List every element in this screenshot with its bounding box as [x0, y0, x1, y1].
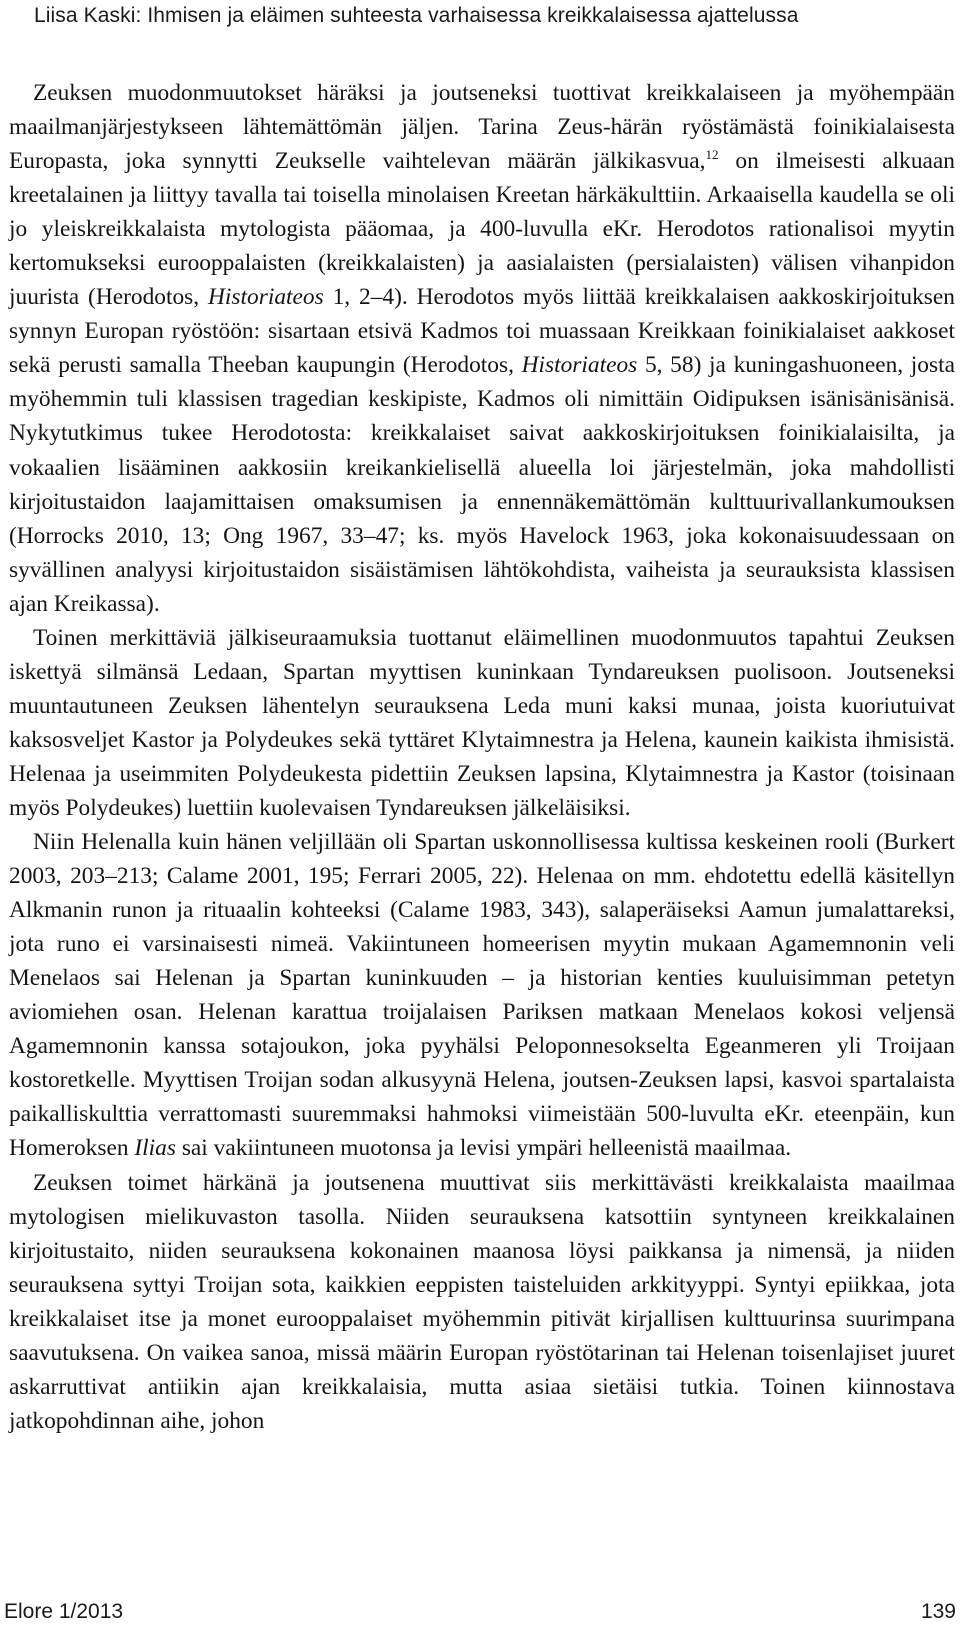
article-body	[9, 76, 955, 1438]
paragraph-text: 5, 58) ja kuningashuoneen, josta myöhemmin tuli klassisen tragedian keskipiste, Kadmos oli nimittäin Oidipuksen isänisänisänisä. Nykytutkimus tukee Herodotosta: kreikkalaiset saivat aakkoskirjoituksen foinikialaisilta, ja vokaalien lisääminen aakkosiin kreikankielisellä alueella loi järjestelmän, joka mahdollisti kirjoitustaidon laajamittaisen omaksumisen ja ennennäkemättömän kulttuurivallankumouksen (Horrocks 2010, 13; Ong 1967, 33–47; ks. myös Havelock 1963, joka kokonaisuudessaan on syvällinen analyysi kirjoitustaidon sisäistämisen lähtökohdista, vaiheista ja seurauksista klassisen ajan Kreikassa).	[9, 352, 955, 617]
paragraph	[9, 621, 955, 825]
paragraph-text: 1, 2–4). Herodotos myös liittää kreikkalaisen aakkoskirjoituksen synnyn Europan ryöstöön: sisartaan etsivä Kadmos toi muassaan Kreikkaan foinikialaiset aakkoset sekä perusti samalla Theeban kaupungin (Herodotos,	[9, 284, 955, 379]
page-number: 139	[920, 1600, 956, 1623]
paragraph-text: Niin Helenalla kuin hänen veljillään oli Spartan uskonnollisessa kultissa keskeinen rooli (Burkert 2003, 203–213; Calame 2001, 195; Ferrari 2005, 22). Helenaa on mm. ehdotettu edellä käsitellyn Alkmanin runon ja rituaalin kohteeksi (Calame 1983, 343), salaperäiseksi Aamun jumalattareksi, jota runo ei varsinaisesti nimeä. Vakiintuneen homeerisen myytin mukaan Agamemnonin veli Menelaos sai Helenan ja Spartan kuninkuuden – ja historian kenties kuuluisimman petetyn aviomiehen osan. Helenan karattua troijalaisen Pariksen matkaan Menelaos kokosi veljensä Agamemnonin kanssa sotajoukon, joka pyyhälsi Peloponnesokselta Egeanmeren yli Troijaan kostoretkelle. Myyttisen Troijan sodan alkusyynä Helena, joutsen-Zeuksen lapsi, kasvoi spartalaista paikalliskulttia verrattomasti suuremmaksi hahmoksi viimeistään 500-luvulta eKr. eteenpäin, kun Homeroksen	[9, 829, 955, 1162]
paragraph	[9, 1166, 955, 1438]
paragraph	[9, 76, 955, 621]
paragraph-text: Zeuksen toimet härkänä ja joutsenena muuttivat siis merkittävästi kreikkalaista maailmaa mytologisen mielikuvaston tasolla. Niiden seurauksena katsottiin syntyneen kreikkalainen kirjoitustaito, niiden seurauksena kokonainen maanosa löysi paikkansa ja nimensä, ja niiden seurauksena syttyi Troijan sota, kaikkien eeppisten taisteluiden arkkityyppi. Syntyi epiikkaa, jota kreikkalaiset itse ja monet eurooppalaiset myöhemmin pitivät kirjallisen kulttuurinsa suurimpana saavutuksena. On vaikea sanoa, missä määrin Europan ryöstötarinan tai Helenan toisenlajiset juuret askarruttivat antiikin ajan kreikkalaisia, mutta asiaa sietäisi tutkia. Toinen kiinnostava jatkopohdinnan aihe, johon	[9, 1169, 955, 1434]
paragraph-text: sai vakiintuneen muotonsa ja levisi ympäri helleenistä maailmaa.	[175, 1135, 792, 1162]
paragraph-text: Zeuksen muodonmuutokset häräksi ja joutseneksi tuottivat kreikkalaiseen ja myöhempään maailmanjärjestykseen lähtemättömän jäljen. Tarina Zeus-härän ryöstämästä foinikialaisesta Europasta, joka synnytti Zeukselle vaihtelevan määrän jälkikasvua,	[9, 80, 955, 175]
running-footer	[0, 1600, 960, 1630]
running-header: Liisa Kaski: Ihmisen ja eläimen suhteesta varhaisessa kreikkalaisessa ajattelussa	[34, 4, 799, 27]
paragraph-text: Toinen merkittäviä jälkiseuraamuksia tuottanut eläimellinen muodonmuutos tapahtui Zeuksen iskettyä silmänsä Ledaan, Spartan myyttisen kuninkaan Tyndareuksen puolisoon. Joutseneksi muuntautuneen Zeuksen lähentelyn seurauksena Leda muni kaksi munaa, joista kuoriutuivat kaksosveljet Kastor ja Polydeukes sekä tyttäret Klytaimnestra ja Helena, kaunein kaikista ihmisistä. Helenaa ja useimmiten Polydeukesta pidettiin Zeuksen lapsina, Klytaimnestra ja Kastor (toisinaan myös Polydeukes) luettiin kuolevaisen Tyndareuksen jälkeläisiksi.	[9, 624, 955, 821]
journal-issue: Elore 1/2013	[4, 1600, 124, 1623]
footnote-ref: 12	[705, 147, 719, 163]
paragraph-text: on ilmeisesti alkuaan kreetalainen ja liittyy tavalla tai toisella minolaisen Kreetan härkäkulttiin. Arkaaisella kaudella se oli jo yleiskreikkalaista mytologista pääomaa, ja 400-luvulla eKr. Herodotos rationalisoi myytin kertomukseksi eurooppalaisten (kreikkalaisten) ja aasialaisten (persialaisten) välisen vihanpidon juurista (Herodotos,	[9, 148, 955, 311]
work-title: Historiateos	[208, 284, 324, 311]
paragraph	[9, 825, 955, 1165]
work-title: Ilias	[134, 1135, 176, 1162]
work-title: Historiateos	[521, 352, 638, 379]
